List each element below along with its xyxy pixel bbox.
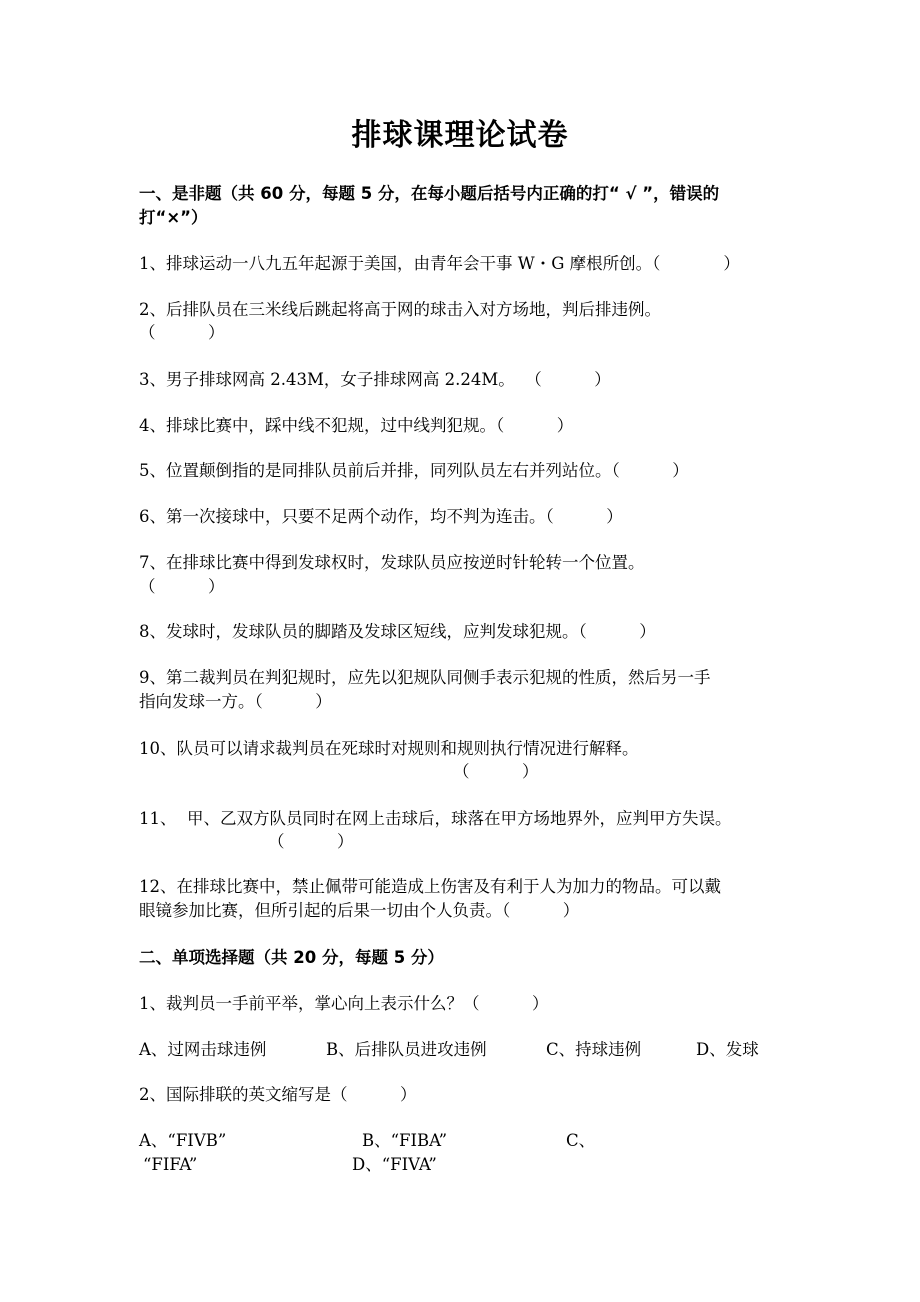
section1-heading-line1: 一、是非题（共 60 分，每题 5 分，在每小题后括号内正确的打“ √ ”，错误的 xyxy=(139,184,720,203)
question-1: 1、排球运动一八九五年起源于美国，由青年会干事 W・G 摩根所创。（ ） xyxy=(139,254,740,273)
choice-question-1: 1、裁判员一手前平举，掌心向上表示什么？（ ） xyxy=(139,994,549,1013)
question-4: 4、排球比赛中，踩中线不犯规，过中线判犯规。（ ） xyxy=(139,416,574,435)
choice-2-option-c: C、 xyxy=(566,1131,596,1150)
choice-2-option-a: A、“FIVB” xyxy=(139,1131,227,1150)
section2-heading: 二、单项选择题（共 20 分，每题 5 分） xyxy=(139,948,444,967)
question-2-line2: （ ） xyxy=(139,323,225,342)
question-12-line2: 眼镜参加比赛，但所引起的后果一切由个人负责。（ ） xyxy=(139,901,580,920)
choice-2-option-b: B、“FIBA” xyxy=(362,1131,448,1150)
choice-2-option-c-text: “FIFA” xyxy=(143,1155,198,1174)
choice-1-option-c: C、持球违例 xyxy=(546,1040,642,1059)
choice-2-option-d: D、“FIVA” xyxy=(352,1155,437,1174)
question-10-line1: 10、队员可以请求裁判员在死球时对规则和规则执行情况进行解释。 xyxy=(139,739,639,758)
question-8: 8、发球时，发球队员的脚踏及发球区短线，应判发球犯规。（ ） xyxy=(139,622,656,641)
question-12-line1: 12、在排球比赛中，禁止佩带可能造成上伤害及有利于人为加力的物品。可以戴 xyxy=(139,877,721,896)
question-5: 5、位置颠倒指的是同排队员前后并排，同列队员左右并列站位。（ ） xyxy=(139,461,689,480)
question-11-line1: 11、 甲、乙双方队员同时在网上击球后，球落在甲方场地界外，应判甲方失误。 xyxy=(139,809,732,828)
choice-question-2: 2、国际排联的英文缩写是（ ） xyxy=(139,1085,417,1104)
question-10-line2: （ ） xyxy=(453,762,539,781)
question-11-line2: （ ） xyxy=(268,832,354,851)
choice-1-option-a: A、过网击球违例 xyxy=(139,1040,267,1059)
question-3: 3、男子排球网高 2.43M，女子排球网高 2.24M。 （ ） xyxy=(139,370,611,389)
exam-title: 排球课理论试卷 xyxy=(351,118,569,153)
question-2-line1: 2、后排队员在三米线后跳起将高于网的球击入对方场地，判后排违例。 xyxy=(139,300,661,319)
section1-heading-line2: 打“×”） xyxy=(139,208,208,227)
question-9-line2: 指向发球一方。（ ） xyxy=(139,692,332,711)
choice-1-option-d: D、发球 xyxy=(696,1040,759,1059)
choice-1-option-b: B、后排队员进攻违例 xyxy=(326,1040,487,1059)
question-7-line1: 7、在排球比赛中得到发球权时，发球队员应按逆时针轮转一个位置。 xyxy=(139,553,645,572)
question-6: 6、第一次接球中，只要不足两个动作，均不判为连击。（ ） xyxy=(139,507,623,526)
question-7-line2: （ ） xyxy=(139,577,225,596)
question-9-line1: 9、第二裁判员在判犯规时，应先以犯规队同侧手表示犯规的性质，然后另一手 xyxy=(139,668,711,687)
